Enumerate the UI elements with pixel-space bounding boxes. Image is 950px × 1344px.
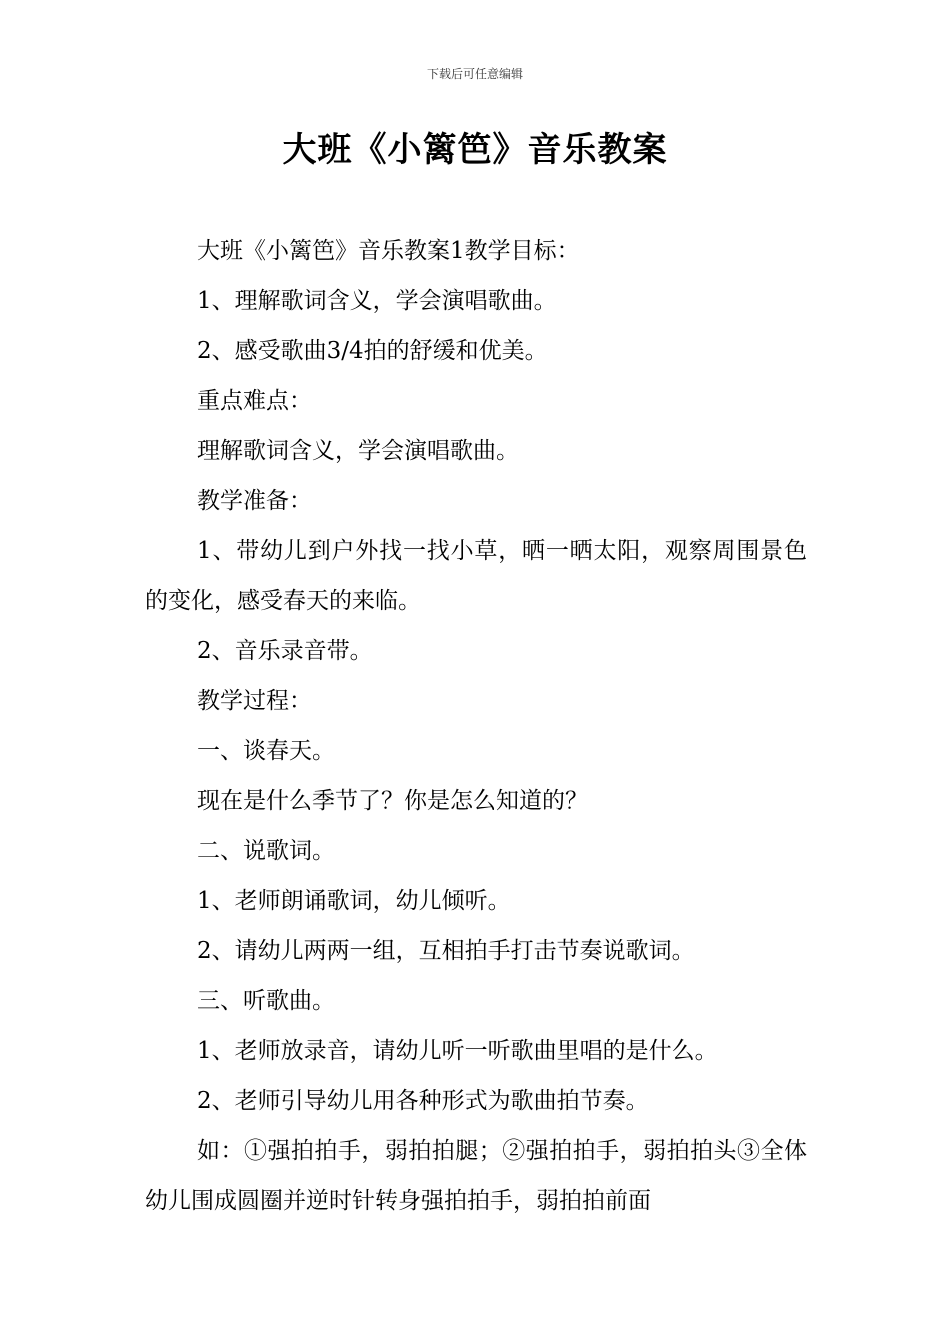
paragraph-section-2-step-1: 1、老师朗诵歌词，幼儿倾听。 [197,888,511,914]
paragraph-section-1: 一、谈春天。 [197,738,335,764]
paragraph-section-3: 三、听歌曲。 [197,988,335,1014]
paragraph-key-points-heading: 重点难点： [197,388,312,414]
paragraph-objectives-heading: 大班《小篱笆》音乐教案1教学目标： [197,238,580,264]
paragraph-preparation-2: 2、音乐录音带。 [197,638,373,664]
paragraph-process-heading: 教学过程： [197,688,312,714]
document-body [145,226,807,1226]
paragraph-example: 如：①强拍拍手，弱拍拍腿；②强拍拍手，弱拍拍头③全体幼儿围成圆圈并逆时针转身强拍拍手，弱拍拍前面 [145,1138,807,1214]
paragraph-section-2-step-2: 2、请幼儿两两一组，互相拍手打击节奏说歌词。 [197,938,695,964]
paragraph-preparation-heading: 教学准备： [197,488,312,514]
page-title: 大班《小篱笆》音乐教案 [282,130,668,170]
paragraph-section-3-step-1: 1、老师放录音，请幼儿听一听歌曲里唱的是什么。 [197,1038,718,1064]
paragraph-question: 现在是什么季节了？你是怎么知道的？ [197,788,588,814]
paragraph-objective-2: 2、感受歌曲3/4拍的舒缓和优美。 [197,338,548,364]
paragraph-objective-1: 1、理解歌词含义，学会演唱歌曲。 [197,288,557,314]
paragraph-section-3-step-2: 2、老师引导幼儿用各种形式为歌曲拍节奏。 [197,1088,649,1114]
paragraph-preparation-1: 1、带幼儿到户外找一找小草，晒一晒太阳，观察周围景色的变化，感受春天的来临。 [145,538,807,614]
paragraph-section-2: 二、说歌词。 [197,838,335,864]
header-note: 下载后可任意编辑 [426,67,523,81]
paragraph-key-points: 理解歌词含义，学会演唱歌曲。 [197,438,519,464]
